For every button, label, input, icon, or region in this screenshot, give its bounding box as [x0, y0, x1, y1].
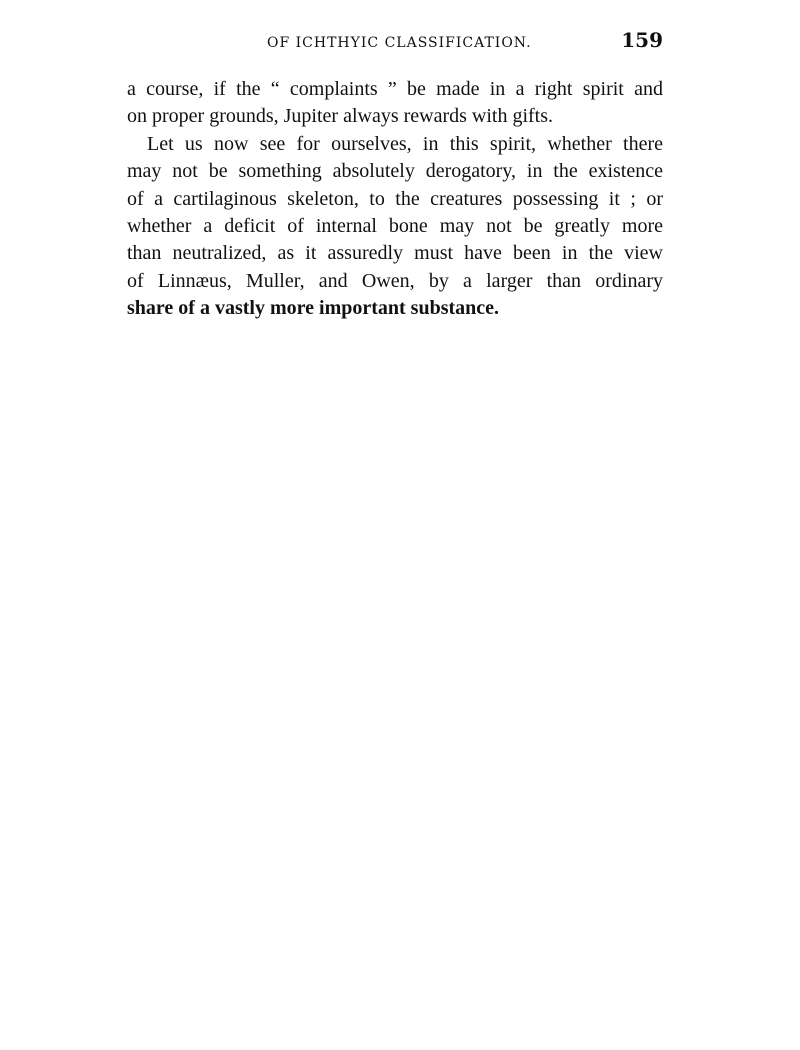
text-line: a course, if the “ complaints ” be made in a right spirit and — [127, 78, 663, 100]
text-line: of a cartilaginous skeleton, to the creatures possessing it ; or — [127, 187, 663, 210]
text-line: on proper grounds, Jupiter always rewards with gifts. — [127, 105, 554, 128]
paragraph-2 — [127, 131, 663, 323]
text-line: whether a deficit of internal bone may not be greatly more — [127, 214, 663, 237]
paragraph-1 — [127, 76, 663, 131]
text-line: of Linnæus, Muller, and Owen, by a larger than ordinary — [127, 269, 663, 292]
page-number: 159 — [621, 28, 663, 52]
text-line: Let us now see for ourselves, in this spirit, whether there — [147, 132, 663, 155]
body-text — [127, 76, 663, 323]
text-line: than neutralized, as it assuredly must have been in the view — [127, 242, 663, 265]
text-line: share of a vastly more important substance. — [127, 297, 500, 320]
running-header — [127, 28, 663, 60]
running-title: OF ICHTHYIC CLASSIFICATION. — [267, 35, 532, 51]
text-line: may not be something absolutely derogatory, in the existence — [127, 160, 663, 183]
